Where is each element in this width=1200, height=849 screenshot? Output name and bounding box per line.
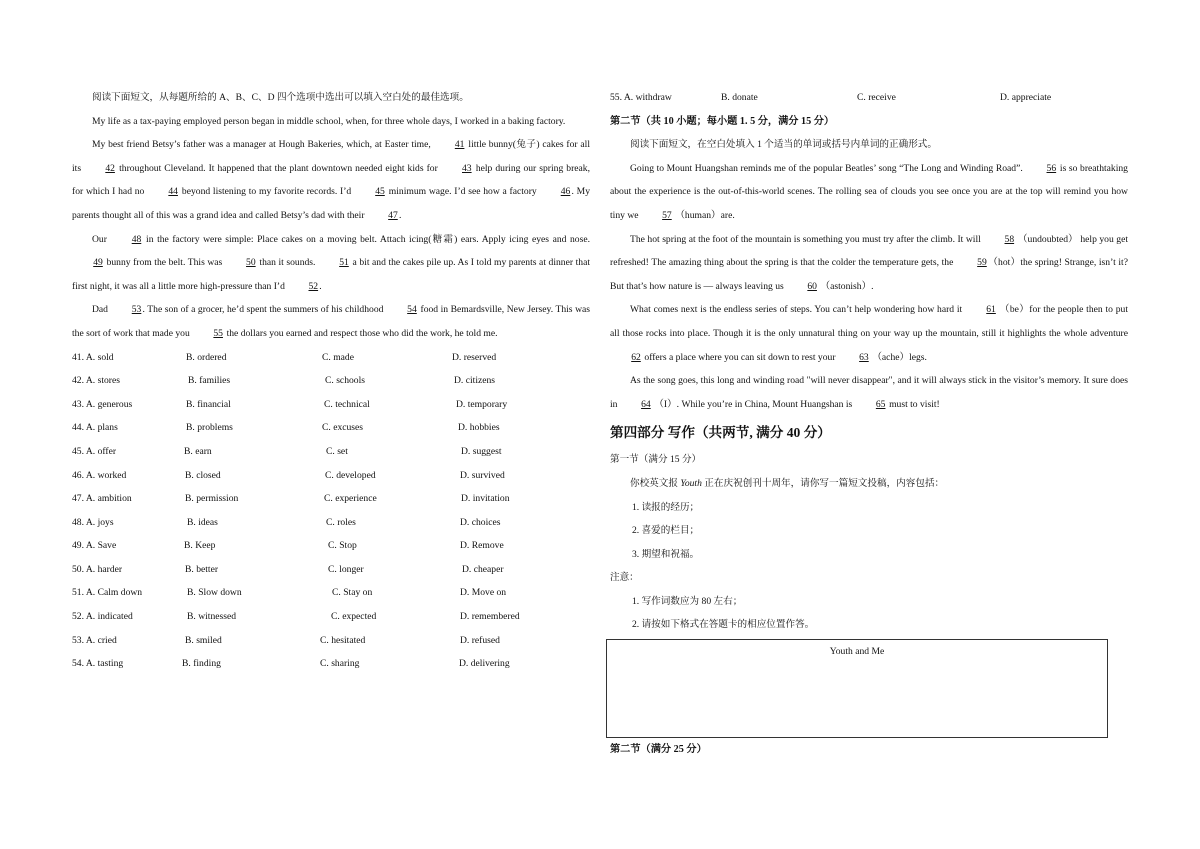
- text: the dollars you earned and respect those who did the work, he told me.: [226, 327, 498, 339]
- option-row-42: [72, 369, 590, 393]
- text: The hot spring at the foot of the mountain is something you must try after the climb. It will: [630, 233, 981, 245]
- writing-point-3: 3. 期望和祝福。: [632, 548, 700, 560]
- option-a[interactable]: 41. A. sold: [72, 351, 114, 363]
- options-list: [72, 346, 590, 676]
- option-c[interactable]: C. set: [326, 445, 348, 457]
- writing-point-2: 2. 喜爱的栏目；: [632, 525, 700, 537]
- option-a[interactable]: 52. A. indicated: [72, 611, 133, 623]
- option-row-49: [72, 534, 590, 558]
- option-b[interactable]: B. better: [185, 563, 219, 575]
- blank-49[interactable]: 49: [93, 257, 103, 269]
- right-column: [610, 86, 1128, 762]
- option-d[interactable]: D. appreciate: [1000, 92, 1052, 103]
- text: a bit and the cakes pile up. As I told my parents at dinner that first night, it was all a little more high-pressure than I’d: [72, 257, 590, 292]
- option-b[interactable]: B. Keep: [184, 540, 216, 552]
- option-d[interactable]: D. Move on: [460, 587, 507, 599]
- option-c[interactable]: C. Stay on: [332, 587, 373, 599]
- blank-57[interactable]: 57: [662, 209, 672, 221]
- text: What comes next is the endless series of steps. You can’t help wondering how hard it: [630, 304, 963, 316]
- text: （undoubted） help you get refreshed! The amazing thing about the spring is that the colder the temperature gets, the: [610, 233, 1129, 269]
- grammar-paragraph-3: [610, 298, 1128, 369]
- option-row-41: [72, 346, 590, 370]
- text: 你校英文报: [630, 477, 678, 489]
- option-row-43: [72, 393, 590, 417]
- option-c[interactable]: C. receive: [857, 92, 896, 103]
- option-d[interactable]: D. invitation: [461, 493, 510, 505]
- writing-section-1-title: 第一节（满分 15 分）: [610, 454, 702, 466]
- option-a[interactable]: 48. A. joys: [72, 516, 114, 528]
- section-2-instruction: 阅读下面短文，在空白处填入 1 个适当的单词或括号内单词的正确形式。: [630, 139, 937, 151]
- option-d[interactable]: D. hobbies: [458, 422, 500, 434]
- note-item-1: 1. 写作词数应为 80 左右；: [632, 595, 743, 607]
- blank-60[interactable]: 60: [807, 280, 817, 292]
- text: Our: [92, 233, 107, 245]
- text: minimum wage. I’d see how a factory: [388, 186, 537, 198]
- grammar-paragraph-1: [610, 157, 1128, 228]
- text: （astonish）.: [820, 280, 874, 292]
- blank-64[interactable]: 64: [641, 398, 651, 410]
- option-c[interactable]: C. sharing: [320, 658, 360, 670]
- option-row-48: [72, 511, 590, 535]
- option-d[interactable]: D. refused: [460, 634, 500, 646]
- note-label: 注意：: [610, 572, 639, 584]
- option-a[interactable]: 45. A. offer: [72, 445, 117, 457]
- text: 正在庆祝创刊十周年，请你写一篇短文投稿，内容包括：: [704, 477, 945, 489]
- blank-45[interactable]: 45: [375, 186, 385, 198]
- option-c[interactable]: C. longer: [328, 563, 364, 575]
- option-c[interactable]: C. experience: [324, 493, 377, 505]
- text: Dad: [92, 304, 108, 316]
- option-d[interactable]: D. cheaper: [462, 563, 504, 575]
- option-b[interactable]: B. donate: [721, 92, 758, 103]
- option-a[interactable]: 53. A. cried: [72, 634, 117, 646]
- text: （human）are.: [675, 209, 735, 221]
- grammar-paragraph-4: [610, 369, 1128, 416]
- text: As the song goes, this long and winding road "will never disappear", and it will always stick in the visitor’s memory. It sure does in: [610, 375, 1128, 410]
- option-row-54: [72, 652, 590, 676]
- passage-paragraph-3: [72, 228, 590, 299]
- blank-43[interactable]: 43: [462, 162, 472, 174]
- note-item-2: 2. 请按如下格式在答题卡的相应位置作答。: [632, 619, 815, 631]
- option-c[interactable]: C. excuses: [322, 422, 364, 434]
- option-c[interactable]: C. made: [322, 351, 354, 363]
- answer-box[interactable]: [606, 639, 1108, 738]
- option-row-45: [72, 440, 590, 464]
- option-row-55: [610, 86, 1128, 110]
- text: .: [319, 280, 322, 292]
- option-b[interactable]: B. witnessed: [187, 611, 237, 623]
- blank-65[interactable]: 65: [875, 398, 886, 410]
- text: . The son of a grocer, he’d spent the summers of his childhood: [142, 304, 384, 316]
- option-row-52: [72, 605, 590, 629]
- answer-box-title: Youth and Me: [829, 646, 885, 658]
- blank-54[interactable]: 54: [407, 304, 417, 316]
- option-b[interactable]: B. earn: [184, 445, 212, 457]
- option-c[interactable]: C. Stop: [328, 540, 357, 552]
- option-row-53: [72, 629, 590, 653]
- passage-paragraph-2: [72, 133, 590, 227]
- text: （be）for the people then to put all those rocks into place. Though it is the only unnatural thing on your way up the mountain, still it highlights the whole adventure: [610, 304, 1129, 339]
- option-b[interactable]: B. Slow down: [187, 587, 242, 599]
- option-a[interactable]: 49. A. Save: [72, 540, 117, 552]
- blank-52[interactable]: 52: [308, 280, 319, 292]
- option-row-47: [72, 487, 590, 511]
- text: （I）. While you’re in China, Mount Huangshan is: [654, 398, 853, 410]
- text: help during our spring break, for which I had no: [72, 162, 590, 198]
- blank-63[interactable]: 63: [859, 351, 869, 363]
- blank-58[interactable]: 58: [1004, 233, 1015, 245]
- option-a[interactable]: 46. A. worked: [72, 469, 127, 481]
- option-c[interactable]: C. developed: [325, 469, 376, 481]
- option-b[interactable]: B. smiled: [185, 634, 222, 646]
- option-d[interactable]: D. delivering: [459, 658, 510, 670]
- option-a[interactable]: 44. A. plans: [72, 422, 118, 434]
- blank-41[interactable]: 41: [454, 139, 465, 151]
- text: .: [398, 209, 402, 221]
- option-c[interactable]: C. schools: [325, 375, 365, 387]
- option-row-44: [72, 416, 590, 440]
- part-4-title: 第四部分 写作（共两节, 满分 40 分）: [610, 425, 831, 441]
- text: My best friend Betsy’s father was a manager at Hough Bakeries, which, at Easter time,: [92, 139, 431, 151]
- writing-section-1-intro: [610, 472, 1128, 496]
- blank-48[interactable]: 48: [131, 233, 142, 245]
- option-a[interactable]: 55. A. withdraw: [610, 92, 672, 103]
- option-b[interactable]: B. ideas: [187, 516, 218, 528]
- option-d[interactable]: D. choices: [460, 516, 501, 528]
- option-b[interactable]: B. ordered: [186, 351, 227, 363]
- option-c[interactable]: C. technical: [324, 398, 370, 410]
- text: bunny from the belt. This was: [106, 257, 223, 269]
- blank-53[interactable]: 53: [131, 304, 142, 316]
- newspaper-name: Youth: [680, 477, 702, 489]
- text: beyond listening to my favorite records. I’d: [181, 186, 352, 198]
- section-2-title: 第二节（共 10 小题；每小题 1. 5 分，满分 15 分）: [610, 115, 835, 127]
- option-a[interactable]: 43. A. generous: [72, 398, 133, 410]
- option-row-51: [72, 581, 590, 605]
- text: （ache）legs.: [872, 351, 927, 363]
- option-b[interactable]: B. financial: [186, 398, 231, 410]
- text: is so breathtaking about the experience is the out-of-this-world scenes. The rolling sea of clouds you see once you are at the top will remind you how tiny we: [610, 162, 1128, 221]
- option-a[interactable]: 42. A. stores: [72, 375, 120, 387]
- option-d[interactable]: D. Remove: [460, 540, 504, 552]
- passage-paragraph-4: [72, 298, 590, 345]
- option-a[interactable]: 47. A. ambition: [72, 493, 132, 505]
- blank-42[interactable]: 42: [105, 162, 115, 174]
- option-b[interactable]: B. problems: [186, 422, 233, 434]
- option-d[interactable]: D. survived: [460, 469, 505, 481]
- blank-47[interactable]: 47: [388, 209, 398, 221]
- writing-section-2-title: 第二节（满分 25 分）: [610, 744, 707, 756]
- cloze-instruction: 阅读下面短文，从每题所给的 A、B、C、D 四个选项中选出可以填入空白处的最佳选项。: [92, 92, 469, 103]
- blank-59[interactable]: 59: [977, 257, 987, 269]
- blank-55[interactable]: 55: [213, 327, 223, 339]
- blank-44[interactable]: 44: [168, 186, 178, 198]
- option-b[interactable]: B. finding: [182, 658, 221, 670]
- grammar-paragraph-2: [610, 228, 1128, 299]
- option-c[interactable]: C. roles: [326, 516, 356, 528]
- text: must to visit!: [889, 398, 940, 410]
- option-c[interactable]: C. expected: [331, 611, 377, 623]
- text: throughout Cleveland. It happened that the plant downtown needed eight kids for: [119, 162, 438, 174]
- option-d[interactable]: D. remembered: [460, 611, 520, 623]
- text: in the factory were simple: Place cakes on a moving belt. Attach icing(糖霜) ears. Apply icing eyes and nose.: [146, 233, 590, 245]
- option-d[interactable]: D. suggest: [461, 445, 502, 457]
- text: than it sounds.: [259, 257, 316, 269]
- text: Going to Mount Huangshan reminds me of the popular Beatles’ song “The Long and Winding Road”.: [630, 162, 1023, 174]
- option-a[interactable]: 54. A. tasting: [72, 658, 124, 670]
- blank-46[interactable]: 46: [560, 186, 571, 198]
- option-d[interactable]: D. reserved: [452, 351, 497, 363]
- option-a[interactable]: 50. A. harder: [72, 563, 123, 575]
- option-row-50: [72, 558, 590, 582]
- text: little bunny(兔子) cakes for all its: [72, 139, 590, 174]
- option-b[interactable]: B. families: [188, 375, 231, 387]
- option-c[interactable]: C. hesitated: [320, 634, 366, 646]
- text: . My parents thought all of this was a grand idea and called Betsy’s dad with their: [72, 186, 590, 221]
- text: （hot）the spring! Strange, isn’t it? But that’s how nature is — always leaving us: [610, 257, 1128, 292]
- text: food in Bemardsville, New Jersey. This was the sort of work that made you: [72, 304, 591, 339]
- text: offers a place where you can sit down to rest your: [644, 351, 836, 363]
- option-a[interactable]: 51. A. Calm down: [72, 587, 143, 599]
- blank-62[interactable]: 62: [631, 351, 641, 363]
- blank-56[interactable]: 56: [1046, 162, 1057, 174]
- left-column: [72, 86, 590, 676]
- option-d[interactable]: D. temporary: [456, 398, 508, 410]
- option-b[interactable]: B. closed: [185, 469, 221, 481]
- blank-50[interactable]: 50: [246, 257, 256, 269]
- option-row-46: [72, 464, 590, 488]
- passage-paragraph-1: My life as a tax-paying employed person began in middle school, when, for three whole days, I worked in a baking factory.: [92, 115, 566, 127]
- option-d[interactable]: D. citizens: [454, 375, 496, 387]
- writing-point-1: 1. 读报的经历；: [632, 501, 700, 513]
- blank-51[interactable]: 51: [339, 257, 349, 269]
- option-b[interactable]: B. permission: [185, 493, 239, 505]
- blank-61[interactable]: 61: [986, 304, 996, 316]
